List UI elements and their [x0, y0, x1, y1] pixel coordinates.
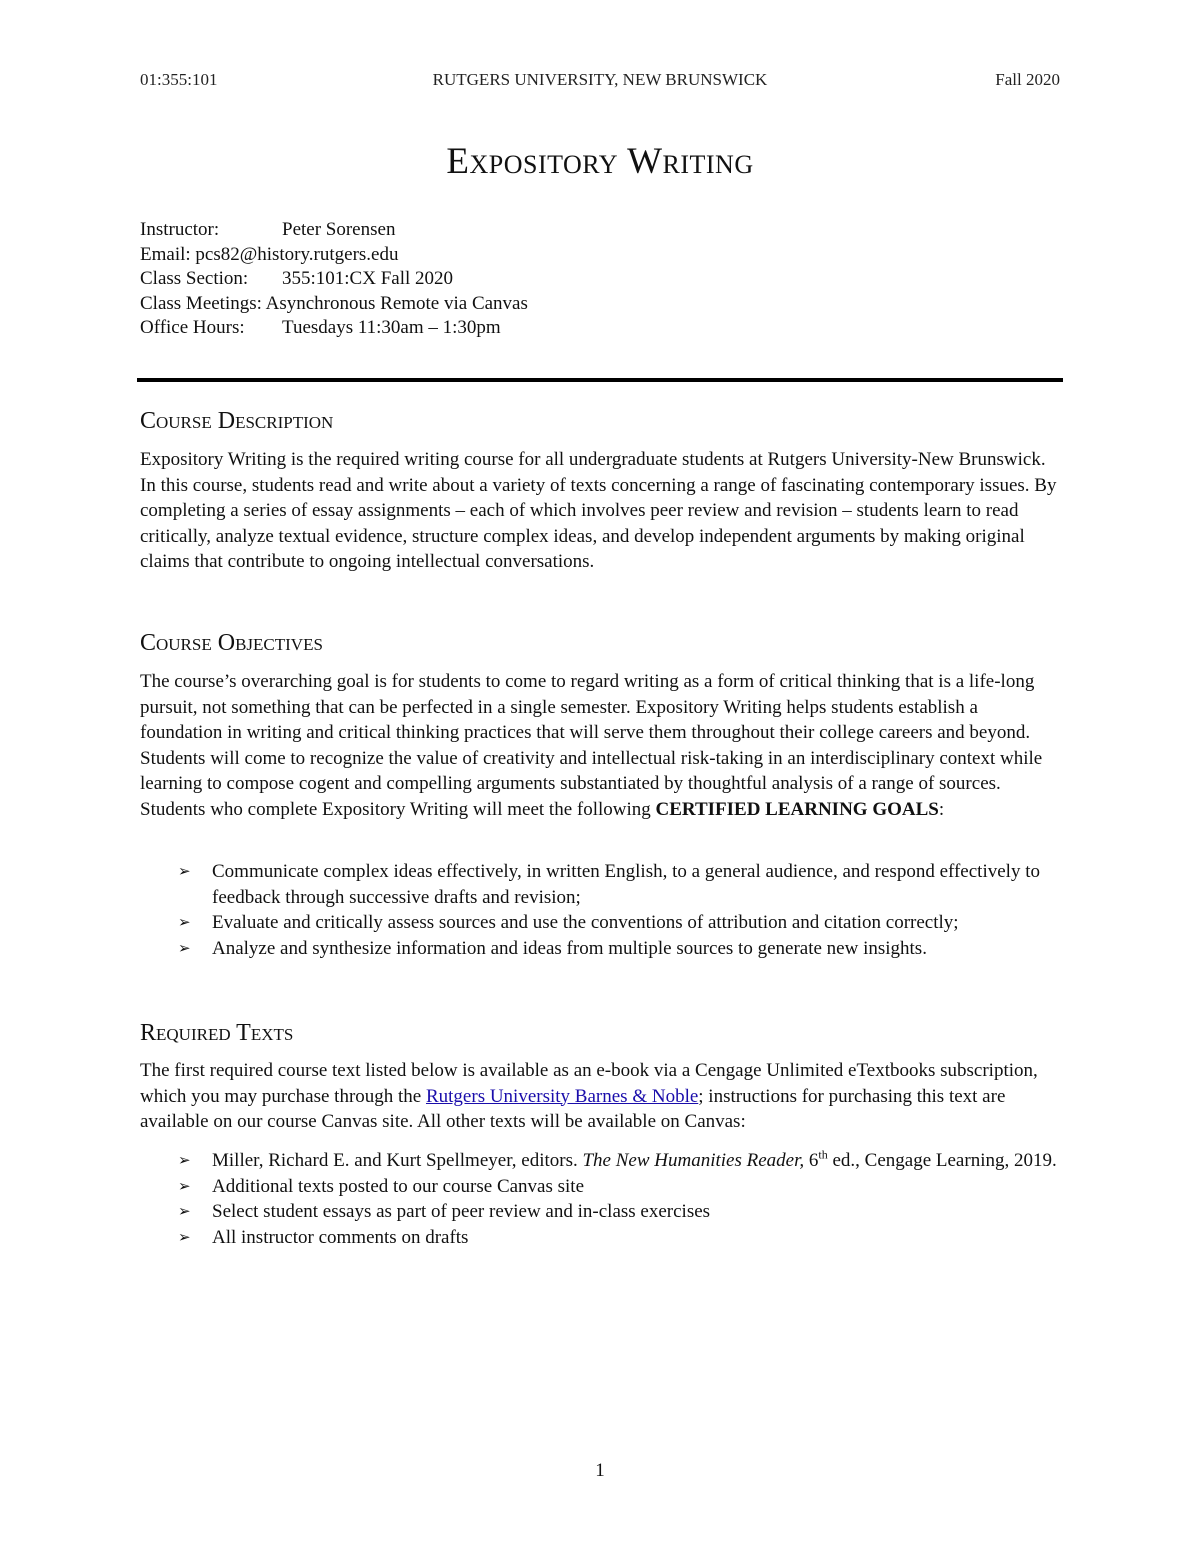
text-item-edition-suffix: th — [818, 1147, 828, 1162]
meetings-value: Asynchronous Remote via Canvas — [265, 292, 528, 314]
arrowhead-icon: ➢ — [178, 1227, 191, 1246]
learning-goals-list — [140, 859, 1060, 961]
instructor-line — [140, 218, 528, 243]
goal-text: Communicate complex ideas effectively, in written English, to a general audience, and respond effectively to feedback through successive drafts and revision; — [212, 861, 1040, 908]
text-item-authors: Miller, Richard E. and Kurt Spellmeyer, editors. — [212, 1150, 578, 1171]
list-item — [140, 1148, 1060, 1174]
office-hours-label: Office Hours: — [140, 317, 245, 338]
list-item — [140, 1174, 1060, 1200]
header-course-code: 01:355:101 — [140, 70, 218, 89]
learning-goals-label: CERTIFIED LEARNING GOALS — [655, 798, 939, 820]
email-line — [140, 243, 528, 268]
goal-text: Analyze and synthesize information and ideas from multiple sources to generate new insights. — [212, 937, 927, 959]
text-item: Select student essays as part of peer review and in-class exercises — [212, 1201, 711, 1222]
objectives-body: The course’s overarching goal is for students to come to regard writing as a form of critical thinking that is a life-long pursuit, not something that can be perfected in a single semester. Expository Writing helps students establish a foundation in writing and critical thinking practices that will serve them throughout their college careers and beyond. Students will come to recognize the value of creativity and intellectual risk-taking in an interdisciplinary context while learning to compose cogent and compelling arguments substantiated by thoughtful analysis of a range of sources. Students who complete Expository Writing will meet the following — [140, 671, 1043, 820]
page-title: Expository Writing — [446, 141, 754, 182]
required-texts-list — [140, 1148, 1060, 1250]
course-objectives-heading: Course Objectives — [140, 630, 323, 656]
horizontal-divider — [137, 378, 1063, 382]
meetings-line — [140, 292, 528, 317]
list-item — [140, 910, 1060, 936]
text-item-publisher: ed., Cengage Learning, 2019. — [832, 1150, 1057, 1171]
instructor-label: Instructor: — [140, 219, 220, 240]
instructor-value: Peter Sorensen — [282, 219, 396, 240]
section-value: 355:101:CX Fall 2020 — [282, 268, 454, 289]
page-number: 1 — [595, 1460, 605, 1481]
arrowhead-icon: ➢ — [178, 913, 191, 931]
email-value[interactable]: pcs82@history.rutgers.edu — [195, 243, 399, 265]
goal-text: Evaluate and critically assess sources and use the conventions of attribution and citation correctly; — [212, 912, 959, 933]
course-description-text: Expository Writing is the required writing course for all undergraduate students at Rutgers University-New Brunswick. In this course, students read and write about a variety of texts concerning a range of fascinating contemporary issues. By completing a series of essay assignments – each of which involves peer review and revision – students learn to read critically, analyze textual evidence, structure complex ideas, and develop independent arguments by making original claims that contribute to ongoing intellectual conversations. — [140, 449, 1057, 572]
section-line — [140, 267, 528, 292]
list-item — [140, 936, 1060, 962]
arrowhead-icon: ➢ — [178, 862, 191, 880]
required-texts-intro — [140, 1058, 1060, 1135]
texts-intro-before: The first required course text listed below is available as an e-book via a Cengage Unlimited eTextbooks subscription, which you may purchase through the — [140, 1060, 1038, 1107]
course-description-heading: Course Description — [140, 408, 334, 434]
office-hours-value: Tuesdays 11:30am – 1:30pm — [282, 317, 501, 338]
texts-intro-after: ; instructions for purchasing this text are available on our course Canvas site. All other texts will be available on Canvas: — [140, 1085, 1006, 1132]
list-item — [140, 1225, 1060, 1251]
meetings-label: Class Meetings: — [140, 292, 262, 314]
course-objectives-text — [140, 669, 1060, 822]
text-item: Additional texts posted to our course Canvas site — [212, 1175, 585, 1197]
barnes-noble-link[interactable]: Rutgers University Barnes & Noble — [425, 1085, 699, 1107]
office-hours-line — [140, 316, 528, 341]
arrowhead-icon: ➢ — [178, 938, 191, 957]
list-item — [140, 1199, 1060, 1225]
section-label: Class Section: — [140, 268, 249, 289]
arrowhead-icon: ➢ — [178, 1202, 191, 1220]
email-label: Email: — [140, 243, 191, 265]
arrowhead-icon: ➢ — [178, 1176, 191, 1195]
text-item-edition: 6 — [808, 1150, 819, 1171]
learning-goals-colon: : — [938, 798, 945, 820]
text-item-title: The New Humanities Reader, — [582, 1150, 805, 1171]
list-item — [140, 859, 1060, 910]
header-term: Fall 2020 — [995, 70, 1060, 89]
header-university: RUTGERS UNIVERSITY, NEW BRUNSWICK — [432, 70, 768, 89]
text-item: All instructor comments on drafts — [212, 1226, 469, 1248]
course-info — [140, 218, 528, 341]
required-texts-heading: Required Texts — [140, 1020, 294, 1046]
arrowhead-icon: ➢ — [178, 1151, 191, 1169]
